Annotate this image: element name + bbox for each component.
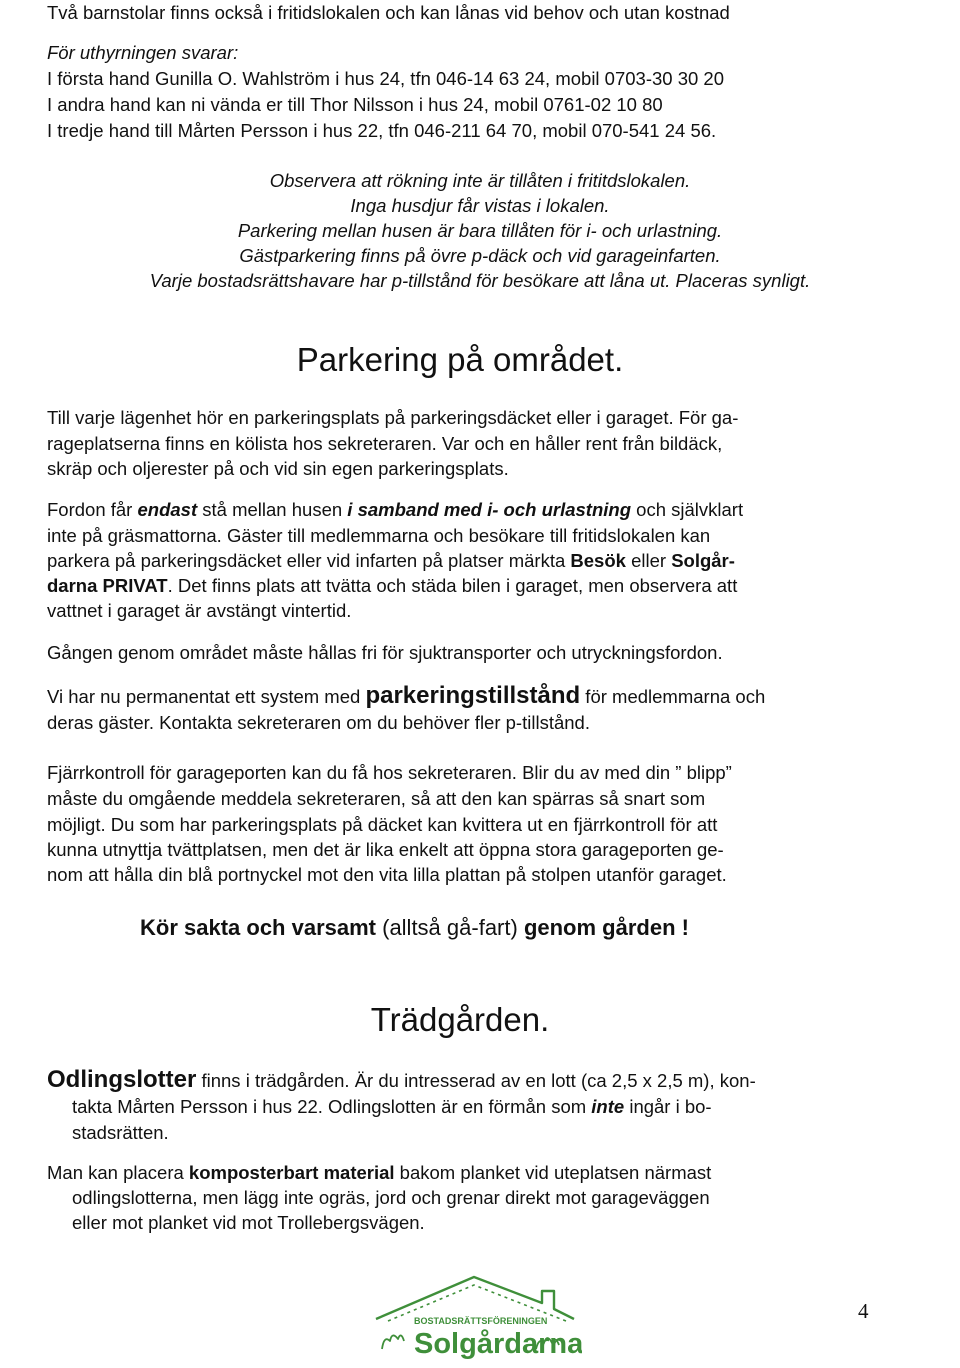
- parking-p5-line-5: nom att hålla din blå portnyckel mot den vita lilla plattan på stolpen utanför garaget.: [47, 864, 727, 885]
- notice-permit: Varje bostadsrättshavare har p-tillstånd för besökare att låna ut. Placeras synligt.: [149, 270, 811, 291]
- house-logo-icon: [370, 1273, 582, 1363]
- parking-p1-line-2: rageplatserna finns en kölista hos sekreteraren. Var och en håller rent från bildäck,: [47, 433, 723, 454]
- sign-privat: darna PRIVAT: [47, 575, 168, 596]
- parking-p4-line-1: Vi har nu permanentat ett system med parkeringstillstånd för medlemmarna och: [47, 682, 766, 709]
- rental-heading: För uthyrningen svarar:: [47, 42, 239, 63]
- parking-p2-line-5: vattnet i garaget är avstängt vintertid.: [47, 600, 352, 621]
- garden-p1-line-1: Odlingslotter finns i trädgården. Är du intresserad av en lott (ca 2,5 x 2,5 m), kon-: [47, 1066, 756, 1093]
- solgardarna-logo: [370, 1273, 582, 1363]
- parking-p2-line-1: Fordon får endast stå mellan husen i samband med i- och urlastning och självklart: [47, 499, 744, 520]
- parking-p5-line-3: möjligt. Du som har parkeringsplats på däcket kan kvittera ut en fjärrkontroll för att: [47, 814, 718, 835]
- parking-heading: Parkering på området.: [296, 341, 624, 378]
- emphasis-odlingslotter: Odlingslotter: [47, 1066, 197, 1093]
- page-number: 4: [858, 1299, 869, 1323]
- svg-text:BOSTADSRÄTTSFÖRENINGEN: BOSTADSRÄTTSFÖRENINGEN: [414, 1316, 548, 1326]
- garden-p1-line-3: stadsrätten.: [72, 1122, 169, 1143]
- emphasis-loading: i samband med i- och urlastning: [347, 499, 632, 520]
- notice-pets: Inga husdjur får vistas i lokalen.: [350, 195, 610, 216]
- sign-solgardarna: Solgår-: [671, 550, 735, 571]
- garden-p2-line-3: eller mot planket vid mot Trollebergsvägen.: [72, 1212, 425, 1233]
- intro-line: Två barnstolar finns också i fritidslokalen och kan lånas vid behov och utan kostnad: [47, 2, 730, 23]
- garden-p1-line-2: takta Mårten Persson i hus 22. Odlingslotten är en förmån som inte ingår i bo-: [72, 1096, 712, 1117]
- rental-line-2: I andra hand kan ni vända er till Thor Nilsson i hus 24, mobil 0761-02 10 80: [47, 94, 663, 115]
- parking-p5-line-4: kunna utnyttja tvättplatsen, men det är lika enkelt att öppna stora garageporten ge-: [47, 839, 724, 860]
- parking-p1-line-3: skräp och oljerester på och vid sin egen parkeringsplats.: [47, 458, 509, 479]
- parking-p5-line-2: måste du omgående meddela sekreteraren, så att den kan spärras så snart som: [47, 788, 706, 809]
- garden-heading: Trädgården.: [370, 1001, 550, 1038]
- parking-p2-line-4: darna PRIVAT. Det finns plats att tvätta och städa bilen i garaget, men observera att: [47, 575, 738, 596]
- slow-driving-notice: Kör sakta och varsamt (alltså gå-fart) genom gården !: [140, 915, 689, 940]
- sign-besok: Besök: [570, 550, 626, 571]
- parking-p2-line-3: parkera på parkeringsdäcket eller vid infarten på platser märkta Besök eller Solgår-: [47, 550, 735, 571]
- parking-p1-line-1: Till varje lägenhet hör en parkeringsplats på parkeringsdäcket eller i garaget. För ga-: [47, 407, 739, 428]
- parking-p2-line-2: inte på gräsmattorna. Gäster till medlemmarna och besökare till fritidslokalen kan: [47, 525, 711, 546]
- garden-p2-line-1: Man kan placera komposterbart material bakom planket vid uteplatsen närmast: [47, 1162, 712, 1183]
- parking-p3: Gången genom området måste hållas fri för sjuktransporter och utryckningsfordon.: [47, 642, 723, 663]
- notice-smoking: Observera att rökning inte är tillåten i frititdslokalen.: [269, 170, 691, 191]
- rental-line-1: I första hand Gunilla O. Wahlström i hus 24, tfn 046-14 63 24, mobil 0703-30 30 20: [47, 68, 725, 89]
- notice-parking-between: Parkering mellan husen är bara tillåten för i- och urlastning.: [237, 220, 723, 241]
- notice-guest-parking: Gästparkering finns på övre p-däck och vid garageinfarten.: [239, 245, 721, 266]
- emphasis-inte: inte: [591, 1096, 625, 1117]
- parking-p5-line-1: Fjärrkontroll för garageporten kan du få hos sekreteraren. Blir du av med din ” blipp”: [47, 762, 732, 783]
- rental-line-3: I tredje hand till Mårten Persson i hus 22, tfn 046-211 64 70, mobil 070-541 24 56.: [47, 120, 717, 141]
- svg-text:Solgårdarna: Solgårdarna: [414, 1328, 582, 1360]
- emphasis-permit: parkeringstillstånd: [365, 682, 581, 709]
- emphasis-endast: endast: [137, 499, 198, 520]
- emphasis-compost: komposterbart material: [188, 1162, 395, 1183]
- parking-p4-line-2: deras gäster. Kontakta sekreteraren om du behöver fler p-tillstånd.: [47, 712, 590, 733]
- garden-p2-line-2: odlingslotterna, men lägg inte ogräs, jord och grenar direkt mot garageväggen: [72, 1187, 710, 1208]
